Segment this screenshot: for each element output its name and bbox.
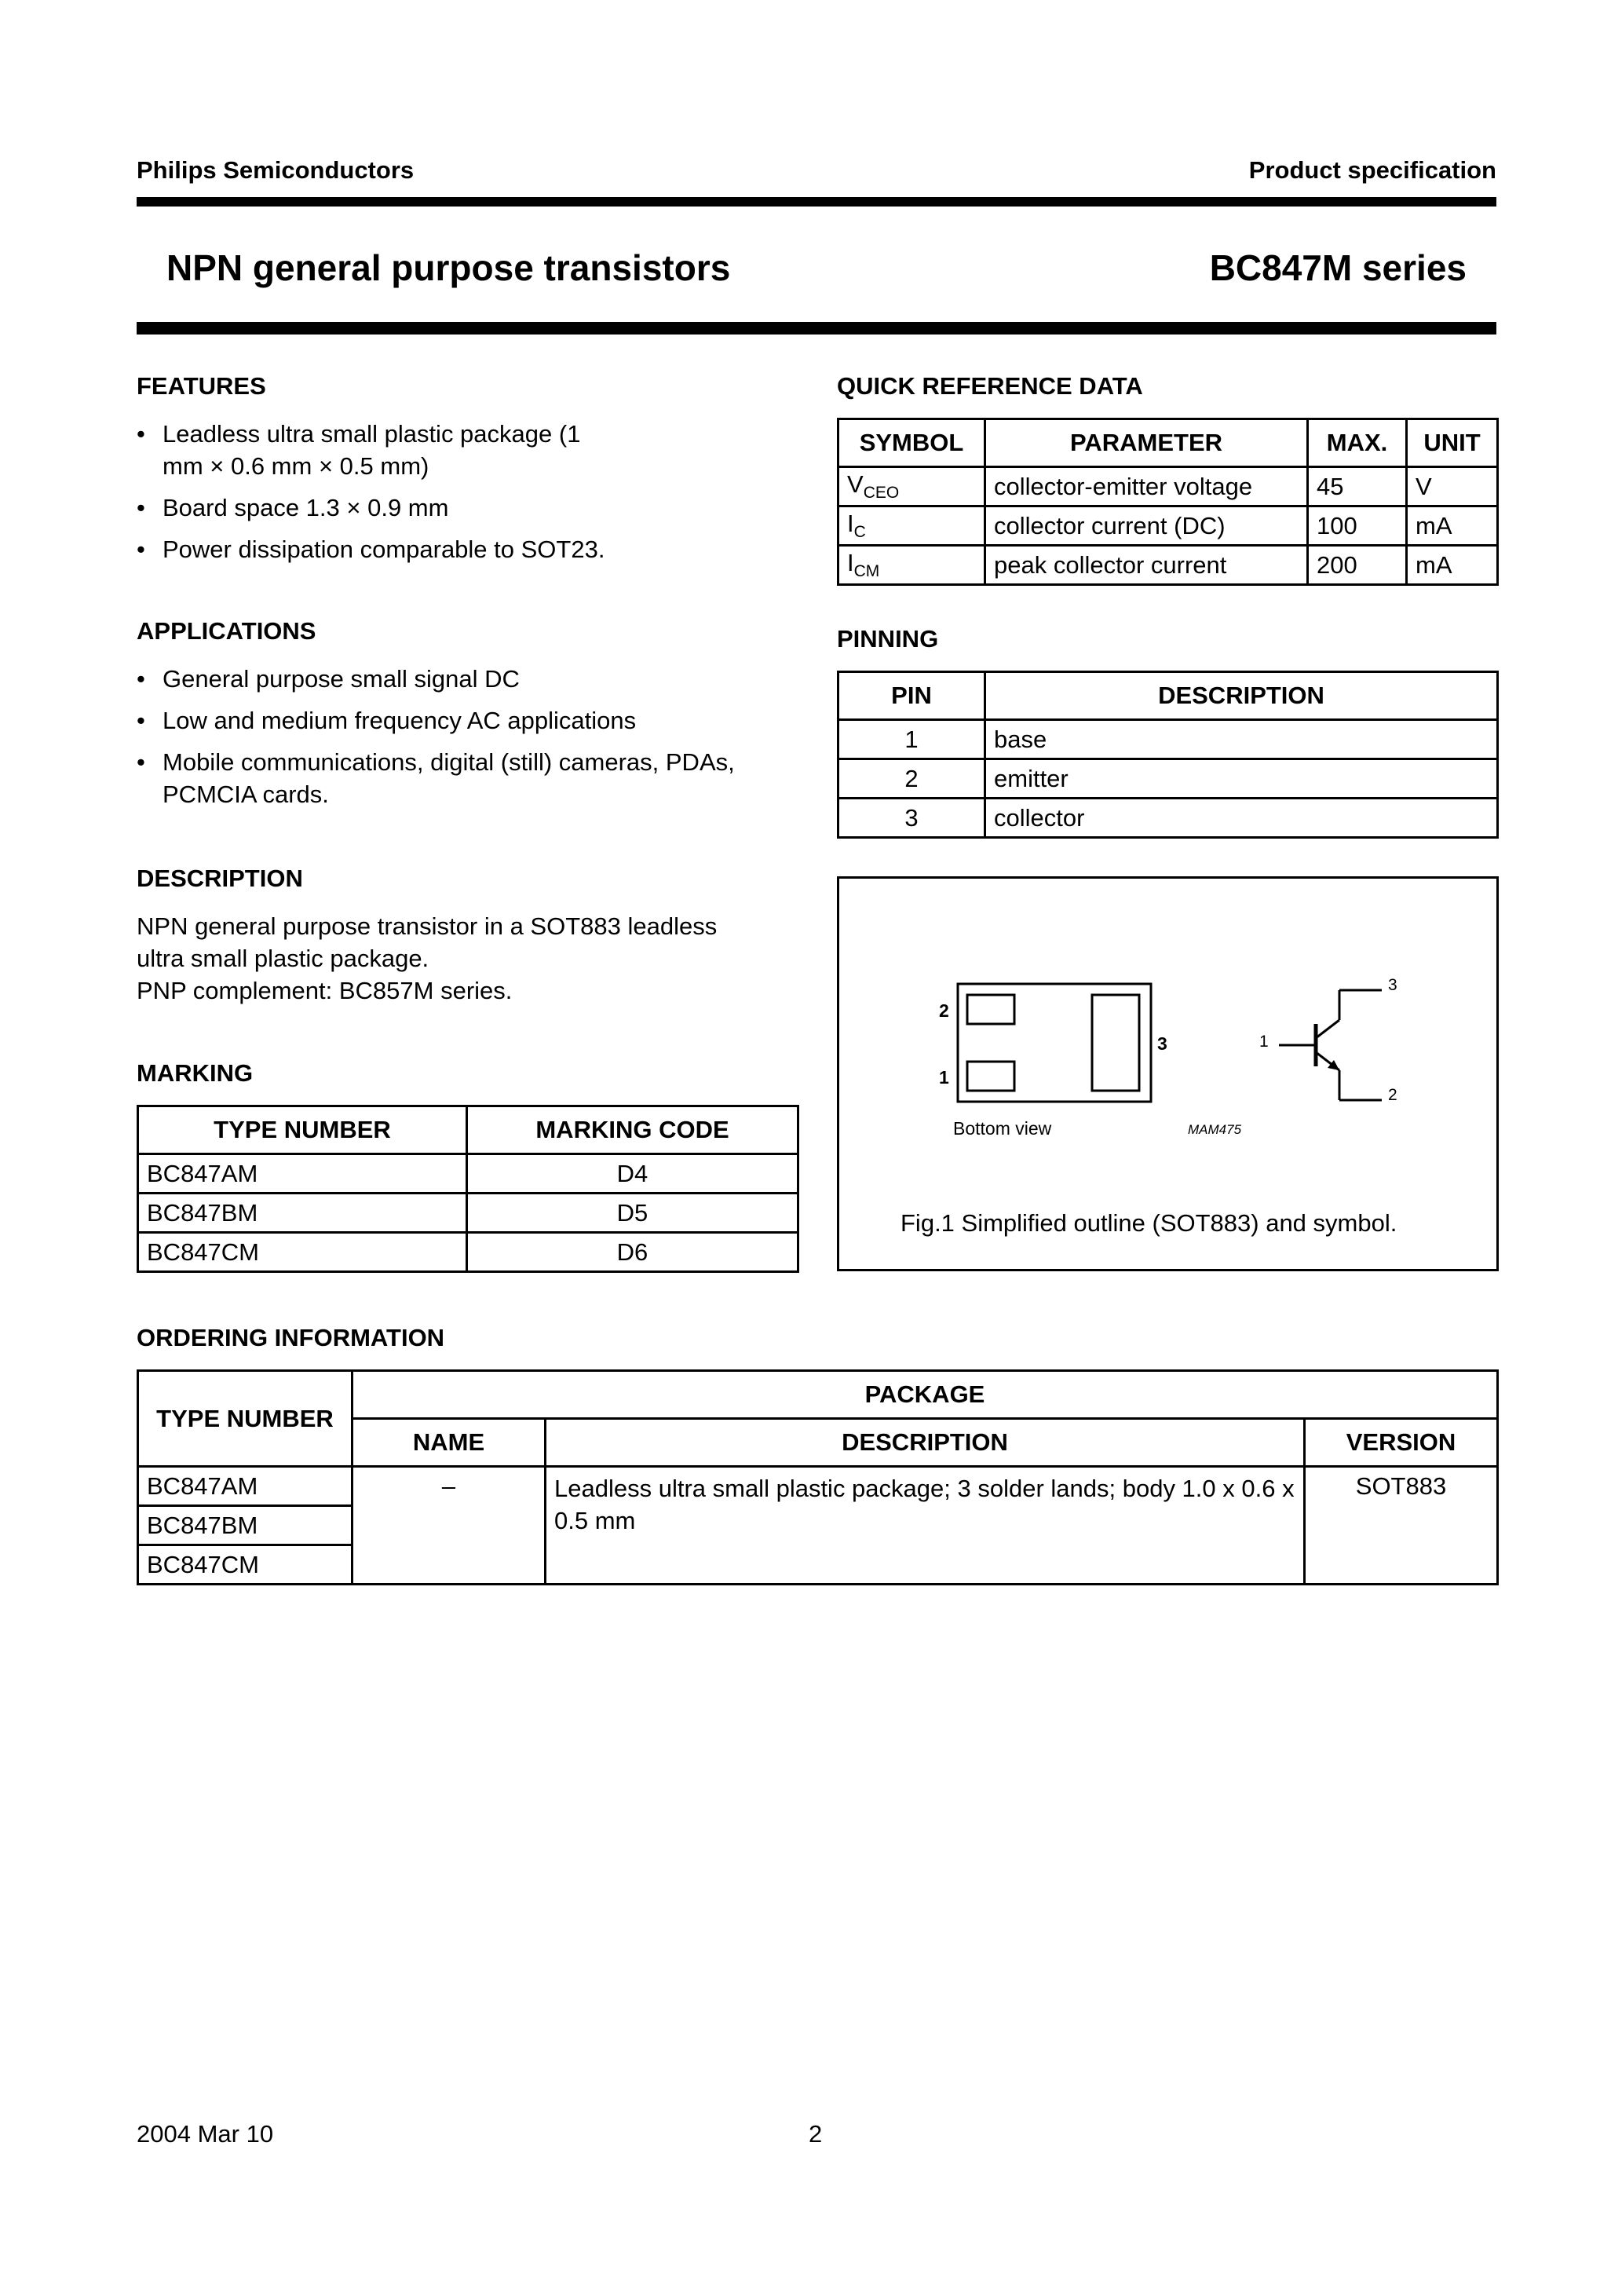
table-row: $V_{CEO}$ collector-emitter voltage 45 V	[838, 467, 1498, 506]
symbol-label-2: 2	[1388, 1086, 1397, 1104]
table-row: 1 base	[838, 720, 1498, 759]
symbol-cell: $I_C$	[838, 506, 985, 546]
package-description: Leadless ultra small plastic package; 3 solder lands; body 1.0 x 0.6 x 0.5 mm	[546, 1467, 1305, 1585]
package-version: SOT883	[1305, 1467, 1498, 1585]
collector-diagonal	[1316, 1020, 1339, 1038]
table-row: BC847BM D5	[138, 1194, 798, 1233]
applications-heading: APPLICATIONS	[137, 617, 316, 645]
table-row: BC847BM	[138, 1506, 1498, 1545]
pad-3	[1092, 995, 1139, 1091]
table-row: $I_C$ collector current (DC) 100 mA	[838, 506, 1498, 546]
features-heading: FEATURES	[137, 372, 266, 400]
symbol-label-3: 3	[1388, 976, 1397, 994]
table-row: $I_{CM}$ peak collector current 200 mA	[838, 546, 1498, 585]
ordering-table: TYPE NUMBER PACKAGE NAME DESCRIPTION VERSION BC847AM – Leadless ultra small plastic package; 3 solder lands; body 1.0 x 0.6 x 0.5 mm SOT883 BC847BM BC847CM	[137, 1369, 1499, 1585]
symbol-cell: $I_{CM}$	[838, 546, 985, 585]
list-item: • Leadless ultra small plastic package (1 mm × 0.6 mm × 0.5 mm)	[137, 420, 581, 480]
description-section	[137, 865, 765, 1007]
pad-label-3: 3	[1157, 1033, 1167, 1054]
package-outline	[958, 984, 1151, 1102]
table-row: 3 collector	[838, 799, 1498, 838]
marking-section	[137, 1059, 799, 1273]
pad-2	[967, 995, 1014, 1024]
description-text: NPN general purpose transistor in a SOT883 leadless ultra small plastic package.	[137, 912, 718, 972]
marking-table	[137, 1105, 799, 1273]
marking-header-type: TYPE NUMBER	[138, 1106, 467, 1154]
page-title: NPN general purpose transistors	[166, 247, 731, 288]
ordering-type-header: TYPE NUMBER	[138, 1371, 353, 1467]
figure-1	[837, 876, 1499, 1271]
complement-text: PNP complement: BC857M series.	[137, 977, 513, 1004]
table-row: BC847CM D6	[138, 1233, 798, 1272]
header-rule	[137, 197, 1496, 207]
pinning-table: PIN DESCRIPTION 1 base 2 emitter 3 collector	[837, 671, 1499, 839]
pinning-section	[837, 625, 1499, 839]
figure-code: MAM475	[1188, 1122, 1242, 1137]
quick-ref-heading: QUICK REFERENCE DATA	[837, 372, 1143, 400]
symbol-cell: $V_{CEO}$	[838, 467, 985, 506]
description-heading: DESCRIPTION	[137, 865, 303, 892]
pad-label-2: 2	[939, 1000, 949, 1021]
ordering-package-header: PACKAGE	[353, 1371, 1498, 1419]
ordering-section	[137, 1324, 1499, 1585]
features-list	[137, 418, 796, 565]
table-row: BC847AM D4	[138, 1154, 798, 1194]
footer-date: 2004 Mar 10	[137, 2120, 274, 2148]
table-row: BC847AM – Leadless ultra small plastic package; 3 solder lands; body 1.0 x 0.6 x 0.5 mm SOT883	[138, 1467, 1498, 1506]
page-number: 2	[809, 2120, 823, 2148]
applications-section	[137, 617, 796, 820]
list-item: • Board space 1.3 × 0.9 mm	[137, 494, 449, 521]
company-name: Philips Semiconductors	[137, 156, 415, 184]
title-rule	[137, 322, 1496, 335]
features-section	[137, 372, 796, 575]
pad-label-1: 1	[939, 1067, 949, 1088]
quick-ref-table: SYMBOL PARAMETER MAX. UNIT $V_{CEO}$ collector-emitter voltage 45 V $I_C$ collector current (DC) 100 mA $I_{CM}$ peak collector current 200 mA	[837, 418, 1499, 586]
bottom-view-label: Bottom view	[953, 1118, 1052, 1139]
table-row: 2 emitter	[838, 759, 1498, 799]
series-title: BC847M series	[1209, 247, 1467, 288]
list-item: • Mobile communications, digital (still) cameras, PDAs, PCMCIA cards.	[137, 748, 735, 808]
list-item: • Power dissipation comparable to SOT23.	[137, 536, 605, 563]
package-name: –	[353, 1467, 546, 1585]
marking-header-code: MARKING CODE	[467, 1106, 798, 1154]
figure-caption: Fig.1 Simplified outline (SOT883) and symbol.	[901, 1209, 1397, 1237]
list-item: • Low and medium frequency AC applications	[137, 707, 637, 734]
pad-1	[967, 1062, 1014, 1091]
pinning-heading: PINNING	[837, 625, 939, 653]
table-row: BC847CM	[138, 1545, 1498, 1585]
applications-list	[137, 663, 796, 810]
doc-type: Product specification	[1248, 156, 1496, 184]
ordering-heading: ORDERING INFORMATION	[137, 1324, 445, 1351]
marking-heading: MARKING	[137, 1059, 254, 1087]
symbol-label-1: 1	[1259, 1033, 1269, 1051]
quick-ref-section	[837, 372, 1499, 586]
list-item: • General purpose small signal DC	[137, 665, 520, 693]
